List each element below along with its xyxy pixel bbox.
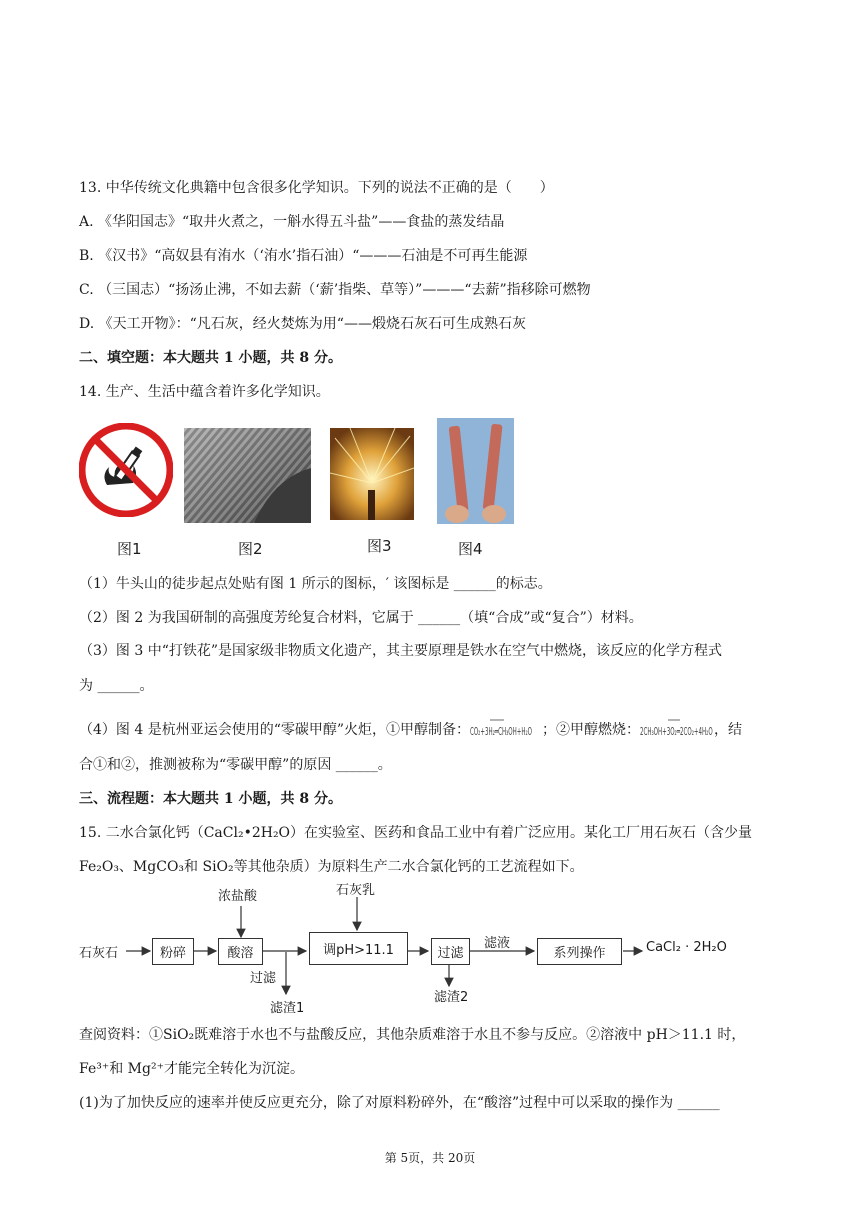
q13-option-a: A. 《华阳国志》“取井火煮之，一斛水得五斗盐”——食盐的蒸发结晶 [79, 214, 505, 230]
flow-residue-1: 滤渣1 [270, 1001, 305, 1016]
q13-option-c: C. （三国志）“扬汤止沸，不如去薪（‘薪’指柴、草等）”———“去薪”指移除可燃物 [79, 282, 591, 298]
q14-part-4-text-a: （4）图 4 是杭州亚运会使用的“零碳甲醇”火炬，①甲醇制备： [79, 722, 471, 738]
figure-3-caption: 图3 [367, 537, 392, 555]
flow-step-acid-dissolve: 酸溶 [218, 938, 263, 965]
q14-part-3-line2: 为 ______。 [79, 678, 154, 694]
flow-reagent-hcl: 浓盐酸 [218, 889, 258, 904]
svg-text:2CH₃OH+3O₂═2CO₂+4H₂O: 2CH₃OH+3O₂═2CO₂+4H₂O [640, 726, 713, 739]
flow-filtrate-label: 滤液 [484, 936, 511, 951]
flow-step-filter: 过滤 [431, 938, 470, 965]
q13-option-d: D. 《天工开物》：“凡石灰，经火焚炼为用“——煅烧石灰石可生成熟石灰 [79, 316, 526, 332]
q15-stem-line2: Fe₂O₃、MgCO₃和 SiO₂等其他杂质）为原料生产二水合氯化钙的工艺流程如下。 [79, 859, 584, 875]
flow-step-crush: 粉碎 [152, 938, 194, 965]
q14-stem: 14. 生产、生活中蕴含着许多化学知识。 [79, 384, 330, 400]
q14-part-1: （1）牛头山的徒步起点处贴有图 1 所示的图标，′ 该图标是 ______的标志。 [79, 576, 552, 592]
q14-part-4-text-b: ；②甲醇燃烧： [542, 722, 641, 738]
q13-option-b: B. 《汉书》“高奴县有洧水（‘洧水’指石油）“———石油是不可再生能源 [79, 248, 528, 264]
flow-reagent-lime-milk: 石灰乳 [336, 883, 376, 898]
q15-part-1: (1)为了加快反应的速率并使反应更充分，除了对原料粉碎外，在“酸溶”过程中可以采取的操作为 ______ [79, 1095, 720, 1111]
figure-4-caption: 图4 [458, 540, 483, 558]
figure-2-caption: 图2 [238, 540, 263, 558]
q14-part-4-text-c: ，结 [714, 722, 743, 738]
flow-filter-label: 过滤 [250, 971, 277, 986]
flow-start-limestone: 石灰石 [79, 946, 119, 961]
svg-text:CO₂+3H₂═CH₃OH+H₂O: CO₂+3H₂═CH₃OH+H₂O [470, 726, 533, 739]
figure-1-caption: 图1 [117, 540, 142, 558]
q15-stem-line1: 15. 二水合氯化钙（CaCl₂•2H₂O）在实验室、医药和食品工业中有着广泛应用。某化工厂用石灰石（含少量 [79, 825, 753, 841]
section-3-heading: 三、流程题：本大题共 1 小题，共 8 分。 [79, 791, 342, 807]
q14-part-2: （2）图 2 为我国研制的高强度芳纶复合材料，它属于 ______（填“合成”或“复合”）材料。 [79, 610, 643, 626]
section-2-heading: 二、填空题：本大题共 1 小题，共 8 分。 [79, 350, 342, 366]
q15-info-line2: Fe³⁺和 Mg²⁺才能完全转化为沉淀。 [79, 1061, 304, 1077]
q14-part-4-line2: 合①和②，推测被称为“零碳甲醇”的原因 ______。 [79, 757, 392, 773]
flow-residue-2: 滤渣2 [434, 990, 469, 1005]
page-footer: 第 5页，共 20页 [384, 1151, 476, 1165]
flow-step-series-operation: 系列操作 [537, 938, 622, 965]
q15-info-line1: 查阅资料：①SiO₂既难溶于水也不与盐酸反应，其他杂质难溶于水且不参与反应。②溶液中 pH＞11.1 时， [79, 1027, 746, 1043]
q14-part-3-line1: （3）图 3 中“打铁花”是国家级非物质文化遗产，其主要原理是铁水在空气中燃烧，该反应的化学方程式 [79, 643, 723, 659]
q13-stem: 13. 中华传统文化典籍中包含很多化学知识。下列的说法不正确的是（ ） [79, 180, 554, 196]
flow-step-adjust-ph: 调pH>11.1 [309, 932, 408, 965]
flow-product: CaCl₂ · 2H₂O [646, 940, 727, 955]
